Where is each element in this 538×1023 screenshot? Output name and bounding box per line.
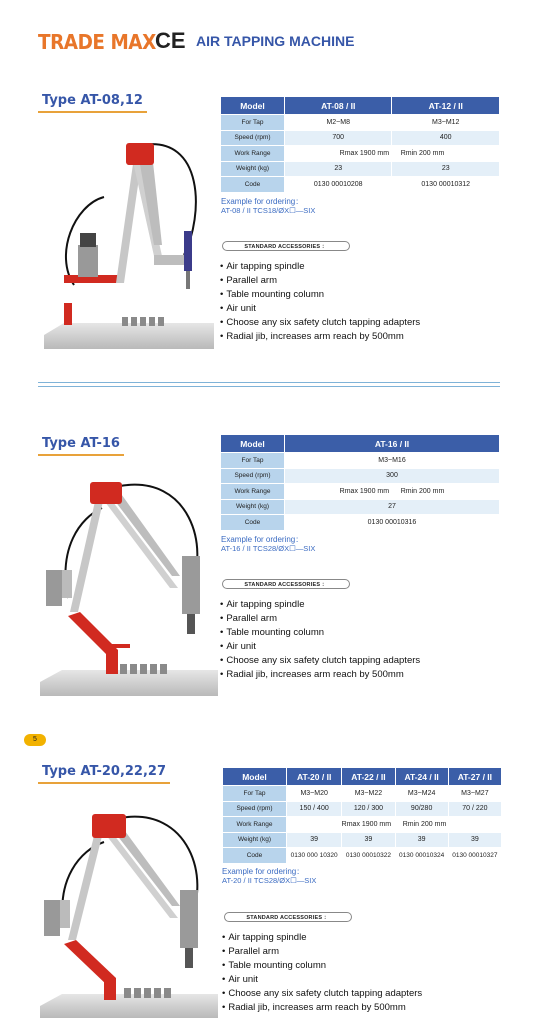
section-type-label: Type AT-16 [38, 434, 124, 456]
table-cell: M3~M27 [448, 786, 501, 802]
list-item: • Choose any six safety clutch tapping adapters [220, 654, 420, 668]
list-item: • Air unit [222, 973, 422, 987]
list-item: • Radial jib, increases arm reach by 500mm [220, 330, 420, 344]
row-label: Speed (rpm) [221, 130, 285, 146]
table-header-cell: AT-16 / II [285, 435, 500, 453]
table-cell: 0130 00010322 [342, 848, 395, 864]
table-cell: 0130 00010208 [285, 177, 392, 193]
table-cell: 0130 00010312 [392, 177, 500, 193]
list-item: • Radial jib, increases arm reach by 500mm [222, 1001, 422, 1015]
row-label: Work Range [223, 817, 287, 833]
list-item: • Air unit [220, 302, 420, 316]
table-cell: Rmax 1900 mm Rmin 200 mm [285, 146, 500, 162]
table-cell: M3~M24 [395, 786, 448, 802]
spec-table [220, 434, 500, 531]
list-item: • Parallel arm [222, 945, 422, 959]
machine-image-at-20-22-27 [40, 810, 218, 1020]
table-cell: 70 / 220 [448, 801, 501, 817]
order-example-code: AT-08 / II TCS18/ØX☐—SIX [221, 206, 316, 215]
list-item: • Air unit [220, 640, 420, 654]
row-label: Weight (kg) [223, 832, 287, 848]
row-label: For Tap [221, 115, 285, 131]
row-label: Work Range [221, 484, 285, 500]
list-item: • Choose any six safety clutch tapping adapters [222, 987, 422, 1001]
accessories-title: STANDARD ACCESSORIES ： [222, 241, 350, 251]
row-label: Code [223, 848, 287, 864]
table-header-cell: AT-08 / II [285, 97, 392, 115]
list-item: • Table mounting column [220, 288, 420, 302]
table-cell: 0130 000 10320 [287, 848, 342, 864]
section-type-label: Type AT-20,22,27 [38, 762, 170, 784]
table-header-cell: Model [223, 768, 287, 786]
table-header-cell: AT-24 / II [395, 768, 448, 786]
page-number-badge: 5 [24, 734, 46, 746]
table-header-cell: AT-27 / II [448, 768, 501, 786]
table-cell: 120 / 300 [342, 801, 395, 817]
table-header-cell: AT-20 / II [287, 768, 342, 786]
table-cell: 300 [285, 468, 500, 484]
table-cell: M3~M20 [287, 786, 342, 802]
table-cell: M3~M16 [285, 453, 500, 469]
table-cell: Rmax 1900 mm Rmin 200 mm [287, 817, 502, 833]
list-item: • Parallel arm [220, 612, 420, 626]
accessories-list [220, 260, 420, 344]
table-cell: 39 [342, 832, 395, 848]
page-title: AIR TAPPING MACHINE [196, 33, 355, 49]
table-cell: 0130 00010316 [285, 515, 500, 531]
order-example-title: Example for ordering： [221, 197, 304, 206]
table-cell: 150 / 400 [287, 801, 342, 817]
table-cell: 700 [285, 130, 392, 146]
table-cell: M3~M12 [392, 115, 500, 131]
list-item: • Air tapping spindle [220, 260, 420, 274]
table-header-cell: AT-12 / II [392, 97, 500, 115]
order-example-title: Example for ordering： [222, 867, 305, 876]
row-label: Weight (kg) [221, 499, 285, 515]
table-cell: 400 [392, 130, 500, 146]
list-item: • Table mounting column [220, 626, 420, 640]
list-item: • Table mounting column [222, 959, 422, 973]
row-label: Speed (rpm) [223, 801, 287, 817]
accessories-title: STANDARD ACCESSORIES ： [222, 579, 350, 589]
table-cell: M3~M22 [342, 786, 395, 802]
table-cell: 39 [395, 832, 448, 848]
row-label: For Tap [221, 453, 285, 469]
list-item: • Parallel arm [220, 274, 420, 288]
section-type-label: Type AT-08,12 [38, 91, 147, 113]
accessories-list [222, 931, 422, 1015]
section-divider [38, 382, 500, 383]
spec-table [220, 96, 500, 193]
table-cell: 39 [287, 832, 342, 848]
brand-logo: TRADE MAX [38, 30, 156, 54]
spec-table [222, 767, 502, 864]
table-header-cell: Model [221, 435, 285, 453]
table-cell: 27 [285, 499, 500, 515]
section-divider [38, 386, 500, 387]
table-cell: 90/280 [395, 801, 448, 817]
order-example-code: AT-20 / II TCS28/ØX☐—SIX [222, 876, 317, 885]
machine-image-at-08-12 [44, 135, 214, 350]
ce-mark: CE [155, 28, 186, 53]
list-item: • Air tapping spindle [220, 598, 420, 612]
list-item: • Air tapping spindle [222, 931, 422, 945]
row-label: Weight (kg) [221, 161, 285, 177]
table-cell: 0130 00010324 [395, 848, 448, 864]
accessories-title: STANDARD ACCESSORIES ： [224, 912, 352, 922]
table-cell: Rmax 1900 mm Rmin 200 mm [285, 484, 500, 500]
row-label: Code [221, 515, 285, 531]
table-cell: 23 [285, 161, 392, 177]
row-label: Code [221, 177, 285, 193]
order-example-title: Example for ordering： [221, 535, 304, 544]
order-example-code: AT-16 / II TCS28/ØX☐—SIX [221, 544, 316, 553]
table-cell: 0130 00010327 [448, 848, 501, 864]
table-header-cell: Model [221, 97, 285, 115]
machine-image-at-16 [40, 478, 218, 698]
accessories-list [220, 598, 420, 682]
row-label: Work Range [221, 146, 285, 162]
table-header-cell: AT-22 / II [342, 768, 395, 786]
table-cell: 23 [392, 161, 500, 177]
list-item: • Choose any six safety clutch tapping adapters [220, 316, 420, 330]
table-cell: 39 [448, 832, 501, 848]
list-item: • Radial jib, increases arm reach by 500mm [220, 668, 420, 682]
row-label: For Tap [223, 786, 287, 802]
row-label: Speed (rpm) [221, 468, 285, 484]
table-cell: M2~M8 [285, 115, 392, 131]
